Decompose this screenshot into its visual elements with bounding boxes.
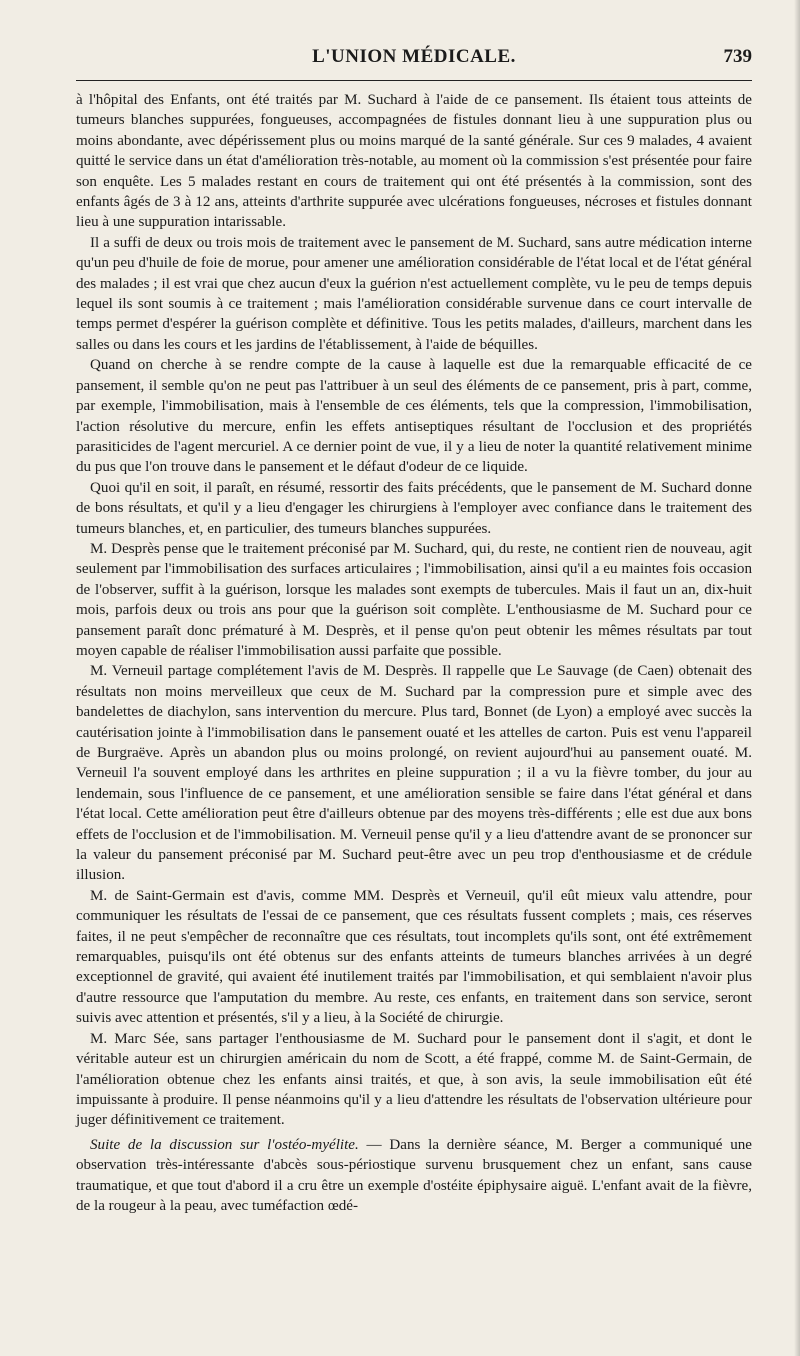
running-title: L'UNION MÉDICALE. (312, 46, 516, 67)
paragraph: Quoi qu'il en soit, il paraît, en résumé, ressortir des faits précédents, que le pansement de M. Suchard donne de bons résultats, et qu'il y a lieu d'engager les chirurgiens à l'employer avec confiance dans le traitement des tumeurs blanches, et, en particulier, des tumeurs blanches suppurées. (76, 479, 752, 537)
paragraph: M. Verneuil partage complétement l'avis de M. Desprès. Il rappelle que Le Sauvage (de Caen) obtenait des résultats non moins merveilleux que ceux de M. Suchard par la compression pure et simple avec des bandelettes de diachylon, sans intervention du mercure. Plus tard, Bonnet (de Lyon) a employé avec succès la cautérisation jointe à l'immobilisation dans le pansement ouaté et les attelles de carton. Puis est venu l'appareil de Burgraëve. Après un abandon plus ou moins prolongé, on revient aujourd'hui au pansement ouaté. M. Verneuil l'a souvent employé dans les arthrites en pleine suppuration ; il a vu la fièvre tomber, du jour au lendemain, sous l'influence de ce pansement, et une amélioration sensible se faire dans l'état général et dans l'état local. Cette amélioration peut être d'ailleurs obtenue par des moyens très-différents ; elle est due aux bons effets de l'occlusion et de l'immobilisation. M. Verneuil pense qu'il y a lieu d'attendre avant de se prononcer sur la valeur du pansement préconisé par M. Suchard peut-être avec un peu trop d'enthousiasme et de crédule illusion. (76, 663, 752, 884)
section-text: — Dans la dernière séance, M. Berger a communiqué une observation très-intéressante d'abcès sous-périostique survenu brusquement chez un enfant, sans cause traumatique, et que tout d'abord il a cru être un exemple d'ostéite épiphysaire aiguë. L'enfant avait de la fièvre, de la rougeur à la peau, avec tuméfaction œdé- (76, 1136, 752, 1214)
page-edge-shadow (794, 0, 800, 1356)
paragraph: M. Marc Sée, sans partager l'enthousiasme de M. Suchard pour le pansement dont il s'agit, et dont le véritable auteur est un chirurgien américain du nom de Scott, a été frappé, comme M. de Saint-Germain, de l'amélioration obtenue chez les enfants ainsi traités, et que, à son avis, la seule immobilisation eût été impuissante à produire. Il pense néanmoins qu'il y a lieu d'attendre les résultats de l'observation ultérieure pour juger définitivement ce traitement. (76, 1030, 752, 1129)
paragraph: Quand on cherche à se rendre compte de la cause à laquelle est due la remarquable efficacité de ce pansement, il semble qu'on ne peut pas l'attribuer à un seul des éléments de ce pansement, pris à part, comme, par exemple, l'immobilisation, mais à l'ensemble de ces éléments, tels que la compression, l'immobilisation, l'action résolutive du mercure, enfin les effets antiseptiques résultant de l'occlusion et des propriétés parasiticides de l'agent mercuriel. A ce dernier point de vue, il y a lieu de noter la quantité relativement minime du pus que l'on trouve dans le pansement et le défaut d'odeur de ce liquide. (76, 357, 752, 476)
page-number: 739 (723, 46, 752, 67)
header-rule (76, 80, 752, 81)
section-paragraph (76, 1135, 752, 1217)
page-header (76, 46, 752, 72)
body-text (76, 90, 752, 1216)
paragraph: Il a suffi de deux ou trois mois de traitement avec le pansement de M. Suchard, sans autre médication interne qu'un peu d'huile de foie de morue, pour amener une amélioration considérable de l'état local et de l'état général des malades ; il est vrai que chez aucun d'eux la guérion n'est actuellement complète, vu le peu de temps depuis lequel ils sont soumis à ce traitement ; mais l'amélioration considérable survenue dans ce court intervalle de temps permet d'espérer la guérison complète et définitive. Tous les petits malades, d'ailleurs, marchent dans les salles ou dans les cours et les jardins de l'établissement, à l'aide de béquilles. (76, 234, 752, 353)
paragraph: à l'hôpital des Enfants, ont été traités par M. Suchard à l'aide de ce pansement. Ils étaient tous atteints de tumeurs blanches suppurées, fongueuses, accompagnées de fistules donnant lieu à une suppuration plus ou moins abondante, avec dépérissement plus ou moins marqué de la santé générale. Sur ces 9 malades, 4 avaient quitté le service dans un état d'amélioration très-notable, au moment où la commission s'est présentée pour faire son enquête. Les 5 malades restant en cours de traitement qui ont été présentés à la commission, sont des enfants âgés de 3 à 12 ans, atteints d'arthrite suppurée avec ulcérations fongueuses, nécroses et fistules donnant lieu à une suppuration intarissable. (76, 92, 752, 231)
paragraph: M. Desprès pense que le traitement préconisé par M. Suchard, qui, du reste, ne contient rien de nouveau, agit seulement par l'immobilisation des surfaces articulaires ; l'immobilisation, ainsi qu'il a eu maintes fois occasion de l'observer, suffit à la guérison, lorsque les malades sont exempts de tubercules. Mais il faut un an, dix-huit mois, parfois deux ou trois ans pour que la guérison soit complète. L'enthousiasme de M. Suchard pour ce pansement paraît donc prématuré à M. Desprès, et il pense qu'on peut obtenir les mêmes résultats par tout moyen capable de réaliser l'immobilisation aussi parfaite que possible. (76, 540, 752, 659)
section-heading: Suite de la discussion sur l'ostéo-myélite. (90, 1136, 359, 1153)
paragraph: M. de Saint-Germain est d'avis, comme MM. Desprès et Verneuil, qu'il eût mieux valu attendre, pour communiquer les résultats de l'essai de ce pansement, que ces résultats fussent complets ; mais, ces réserves faites, il ne peut s'empêcher de reconnaître que ces résultats, tout incomplets qu'ils sont, ont été extrêmement remarquables, puisqu'ils ont été obtenus sur des enfants atteints de tumeurs blanches arrivées à un degré exceptionnel de gravité, qui avaient été inutilement traités par l'immobilisation, et qui semblaient n'avoir plus d'autre ressource que l'amputation du membre. Au reste, ces enfants, en traitement dans son service, seront suivis avec attention et présentés, s'il y a lieu, à la Société de chirurgie. (76, 887, 752, 1027)
